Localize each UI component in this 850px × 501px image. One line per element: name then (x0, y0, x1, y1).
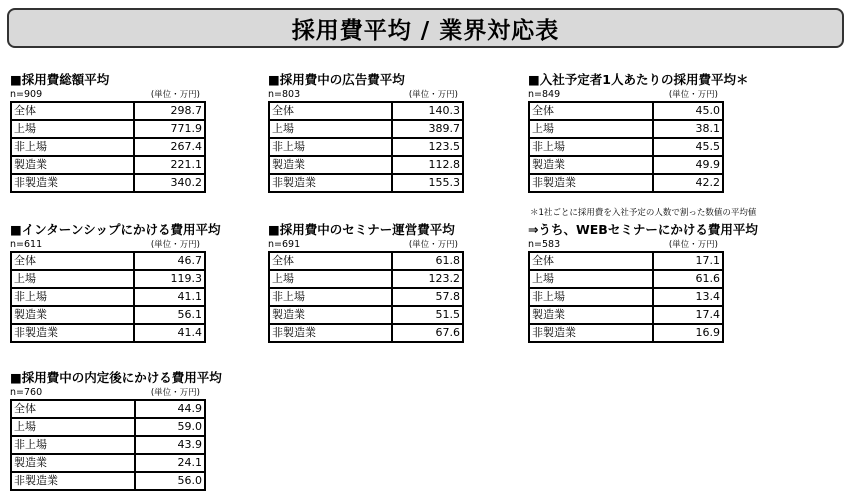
sample-size: n=909 (10, 89, 43, 100)
table-row (529, 270, 723, 288)
table-row (11, 156, 205, 174)
block-seminar (268, 222, 488, 343)
table-row (11, 120, 205, 138)
row-label: 上場 (11, 270, 134, 288)
block-title: ■インターンシップにかける費用平均 (10, 222, 221, 237)
table-row (11, 288, 205, 306)
page-title: 採用費平均 / 業界対応表 (291, 17, 560, 44)
value-table (528, 251, 724, 343)
table-row (11, 472, 205, 490)
row-label: 上場 (529, 120, 653, 138)
table-row (11, 138, 205, 156)
unit-label: (単位・万円) (408, 90, 458, 100)
block-meta (10, 386, 206, 398)
row-value: 41.1 (134, 288, 205, 306)
unit-label: (単位・万円) (408, 240, 458, 250)
value-table (268, 251, 464, 343)
row-label: 非上場 (269, 138, 392, 156)
value-table (10, 101, 206, 193)
block-meta (268, 88, 464, 100)
table-row (529, 156, 723, 174)
row-label: 非上場 (11, 138, 134, 156)
block-intern (10, 222, 230, 343)
row-label: 上場 (269, 120, 392, 138)
block-web-seminar (528, 222, 828, 343)
table-row (11, 324, 205, 342)
table-row (11, 454, 205, 472)
table-row (529, 174, 723, 192)
row-label: 上場 (11, 418, 135, 436)
table-row (269, 120, 463, 138)
row-value: 140.3 (392, 102, 463, 120)
table-row (529, 102, 723, 120)
table-row (11, 270, 205, 288)
row-label: 非上場 (529, 138, 653, 156)
row-label: 全体 (269, 252, 392, 270)
row-value: 267.4 (134, 138, 205, 156)
row-value: 298.7 (134, 102, 205, 120)
row-label: 製造業 (11, 306, 134, 324)
table-row (269, 138, 463, 156)
row-value: 43.9 (135, 436, 205, 454)
row-label: 製造業 (11, 156, 134, 174)
table-row (269, 156, 463, 174)
block-per-person (528, 72, 828, 193)
unit-label: (単位・万円) (668, 240, 718, 250)
table-row (269, 102, 463, 120)
row-value: 389.7 (392, 120, 463, 138)
row-label: 非製造業 (11, 174, 134, 192)
value-table (10, 251, 206, 343)
row-value: 49.9 (653, 156, 723, 174)
block-title: ■入社予定者1人あたりの採用費平均＊ (528, 72, 749, 87)
row-label: 上場 (269, 270, 392, 288)
sample-size: n=803 (268, 89, 301, 100)
row-value: 38.1 (653, 120, 723, 138)
value-table (528, 101, 724, 193)
row-value: 45.0 (653, 102, 723, 120)
row-label: 非製造業 (11, 324, 134, 342)
row-label: 上場 (11, 120, 134, 138)
row-value: 67.6 (392, 324, 463, 342)
row-value: 57.8 (392, 288, 463, 306)
row-value: 119.3 (134, 270, 205, 288)
row-value: 123.5 (392, 138, 463, 156)
table-row (529, 288, 723, 306)
table-row (529, 324, 723, 342)
row-label: 非製造業 (529, 324, 653, 342)
unit-label: (単位・万円) (150, 240, 200, 250)
row-value: 61.8 (392, 252, 463, 270)
row-value: 13.4 (653, 288, 723, 306)
page-title-bar (7, 8, 844, 48)
row-label: 全体 (11, 400, 135, 418)
row-value: 771.9 (134, 120, 205, 138)
row-value: 61.6 (653, 270, 723, 288)
block-after-offer (10, 370, 230, 491)
block-meta (10, 88, 206, 100)
table-row (11, 252, 205, 270)
block-ad (268, 72, 488, 193)
row-value: 24.1 (135, 454, 205, 472)
block-meta (528, 88, 724, 100)
row-value: 221.1 (134, 156, 205, 174)
sample-size: n=611 (10, 239, 43, 250)
unit-label: (単位・万円) (668, 90, 718, 100)
row-label: 非製造業 (11, 472, 135, 490)
block-title: ■採用費中のセミナー運営費平均 (268, 222, 455, 237)
block-meta (268, 238, 464, 250)
table-row (269, 252, 463, 270)
row-label: 全体 (529, 252, 653, 270)
row-value: 56.0 (135, 472, 205, 490)
row-value: 59.0 (135, 418, 205, 436)
table-row (11, 174, 205, 192)
sample-size: n=849 (528, 89, 561, 100)
row-label: 非上場 (11, 288, 134, 306)
block-title: ■採用費中の広告費平均 (268, 72, 405, 87)
table-row (11, 400, 205, 418)
row-value: 56.1 (134, 306, 205, 324)
table-row (269, 324, 463, 342)
row-value: 112.8 (392, 156, 463, 174)
row-value: 44.9 (135, 400, 205, 418)
row-value: 155.3 (392, 174, 463, 192)
row-label: 全体 (529, 102, 653, 120)
table-row (11, 418, 205, 436)
value-table (10, 399, 206, 491)
block-meta (528, 238, 724, 250)
row-label: 上場 (529, 270, 653, 288)
table-row (529, 120, 723, 138)
value-table (268, 101, 464, 193)
table-row (529, 306, 723, 324)
row-label: 非上場 (269, 288, 392, 306)
row-value: 46.7 (134, 252, 205, 270)
table-row (529, 138, 723, 156)
row-value: 17.1 (653, 252, 723, 270)
row-value: 45.5 (653, 138, 723, 156)
row-value: 41.4 (134, 324, 205, 342)
row-label: 非製造業 (269, 324, 392, 342)
row-label: 非製造業 (269, 174, 392, 192)
block-total (10, 72, 230, 193)
row-label: 製造業 (11, 454, 135, 472)
row-label: 非上場 (529, 288, 653, 306)
unit-label: (単位・万円) (150, 388, 200, 398)
table-row (269, 306, 463, 324)
row-label: 製造業 (269, 156, 392, 174)
row-label: 全体 (269, 102, 392, 120)
block-title: ■採用費中の内定後にかける費用平均 (10, 370, 222, 385)
row-label: 非上場 (11, 436, 135, 454)
footnote: ＊1社ごとに採用費を入社予定の人数で割った数値の平均値 (530, 208, 757, 218)
row-value: 16.9 (653, 324, 723, 342)
sample-size: n=583 (528, 239, 561, 250)
table-row (269, 288, 463, 306)
block-meta (10, 238, 206, 250)
table-row (269, 174, 463, 192)
table-row (11, 306, 205, 324)
sample-size: n=691 (268, 239, 301, 250)
row-value: 123.2 (392, 270, 463, 288)
row-label: 非製造業 (529, 174, 653, 192)
row-label: 製造業 (529, 306, 653, 324)
unit-label: (単位・万円) (150, 90, 200, 100)
sample-size: n=760 (10, 387, 43, 398)
row-value: 51.5 (392, 306, 463, 324)
row-label: 全体 (11, 102, 134, 120)
row-label: 全体 (11, 252, 134, 270)
table-row (529, 252, 723, 270)
table-row (11, 102, 205, 120)
block-title: ■採用費総額平均 (10, 72, 110, 87)
row-value: 42.2 (653, 174, 723, 192)
row-value: 340.2 (134, 174, 205, 192)
row-label: 製造業 (529, 156, 653, 174)
row-value: 17.4 (653, 306, 723, 324)
block-title: ⇒うち、WEBセミナーにかける費用平均 (528, 222, 758, 237)
table-row (11, 436, 205, 454)
row-label: 製造業 (269, 306, 392, 324)
table-row (269, 270, 463, 288)
